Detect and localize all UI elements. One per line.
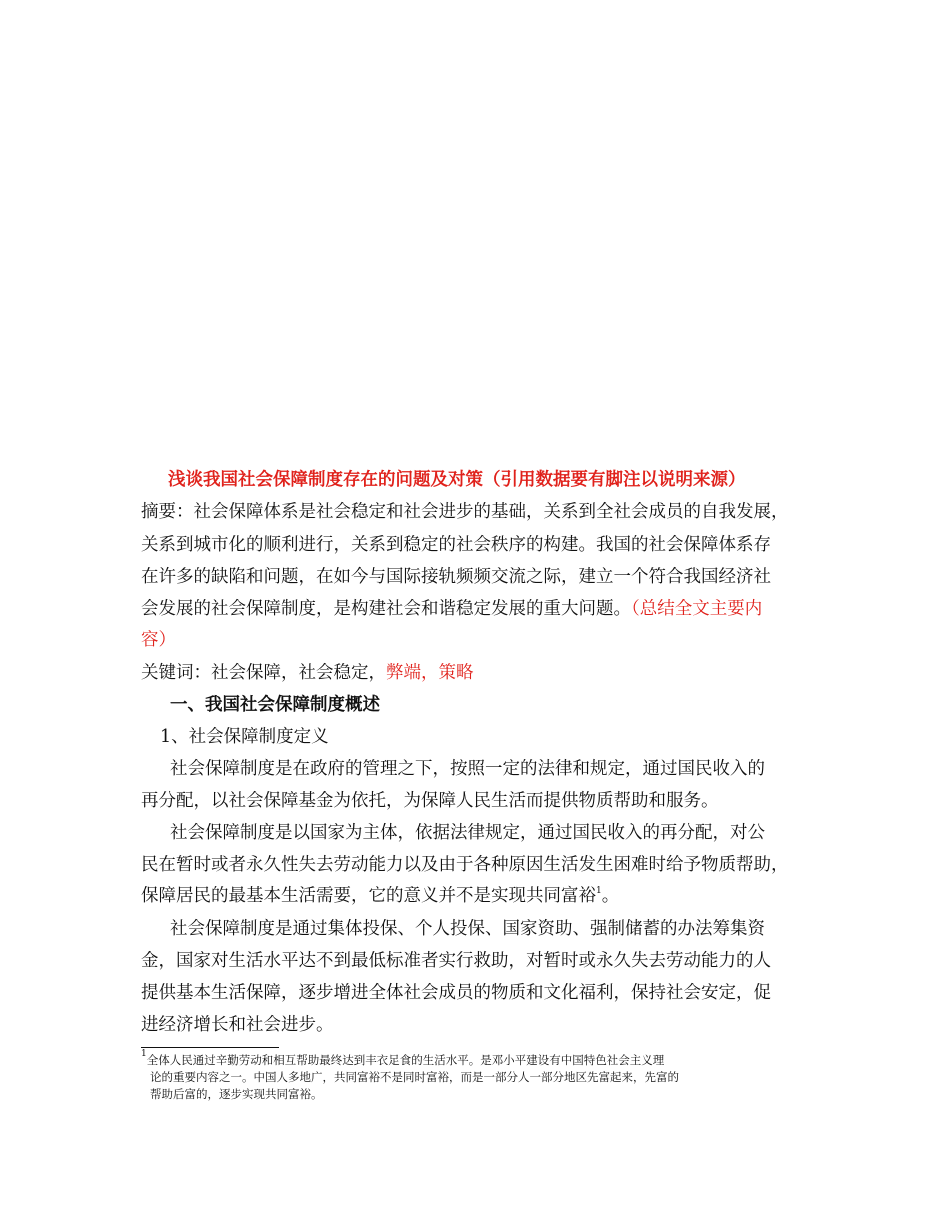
keywords-label: 关键词：社会保障，社会稳定，	[141, 663, 386, 683]
para3-line-4: 进经济增长和社会进步。	[141, 1015, 334, 1035]
footnote-reference[interactable]: 1	[596, 886, 602, 896]
document-title: 浅谈我国社会保障制度存在的问题及对策（引用数据要有脚注以说明来源）	[168, 470, 746, 490]
para2-line-3-text: 保障居民的最基本生活需要，它的意义并不是实现共同富裕	[141, 886, 596, 906]
abstract-note: （总结全文主要内	[631, 599, 763, 619]
abstract-line-2: 关系到城市化的顺利进行，关系到稳定的社会秩序的构建。我国的社会保障体系存	[141, 535, 771, 555]
para3-line-2: 金，国家对生活水平达不到最低标准者实行救助，对暂时或永久失去劳动能力的人	[141, 951, 771, 971]
keywords-highlight: 弊端，策略	[386, 663, 474, 683]
para3-line-3: 提供基本生活保障，逐步增进全体社会成员的物质和文化福利，保持社会安定，促	[141, 983, 771, 1003]
keywords-line	[141, 661, 474, 685]
footnote-marker: 1	[141, 1049, 147, 1059]
abstract-line-1: 摘要：社会保障体系是社会稳定和社会进步的基础，关系到全社会成员的自我发展，	[141, 502, 789, 522]
para2-line-2: 民在暂时或者永久性失去劳动能力以及由于各种原因生活发生困难时给予物质帮助，	[141, 855, 789, 875]
footnote-line-2: 论的重要内容之一。中国人多地广，共同富裕不是同时富裕，而是一部分人一部分地区先富起来，先富的	[150, 1070, 679, 1084]
footnote-line-3: 帮助后富的，逐步实现共同富裕。	[150, 1087, 323, 1101]
subsection-heading: 1、社会保障制度定义	[160, 727, 329, 747]
para1-line-2: 再分配，以社会保障基金为依托，为保障人民生活而提供物质帮助和服务。	[141, 791, 719, 811]
para1-line-1: 社会保障制度是在政府的管理之下，按照一定的法律和规定，通过国民收入的	[170, 759, 765, 779]
footnote-separator	[141, 1047, 279, 1048]
para2-line-3	[141, 884, 619, 908]
footnote-text-1: 全体人民通过辛勤劳动和相互帮助最终达到丰衣足食的生活水平。是邓小平建设有中国特色社会主义理	[146, 1053, 665, 1067]
abstract-line-4-text: 会发展的社会保障制度，是构建社会和谐稳定发展的重大问题。	[141, 599, 631, 619]
footnote-line-1	[141, 1049, 665, 1068]
section-heading: 一、我国社会保障制度概述	[170, 695, 380, 715]
abstract-line-3: 在许多的缺陷和问题，在如今与国际接轨频频交流之际，建立一个符合我国经济社	[141, 567, 771, 587]
para3-line-1: 社会保障制度是通过集体投保、个人投保、国家资助、强制储蓄的办法筹集资	[170, 919, 765, 939]
abstract-line-4	[141, 597, 762, 621]
abstract-note-continued: 容）	[141, 630, 176, 650]
para2-end-punct: 。	[601, 886, 620, 906]
para2-line-1: 社会保障制度是以国家为主体，依据法律规定，通过国民收入的再分配，对公	[170, 823, 765, 843]
